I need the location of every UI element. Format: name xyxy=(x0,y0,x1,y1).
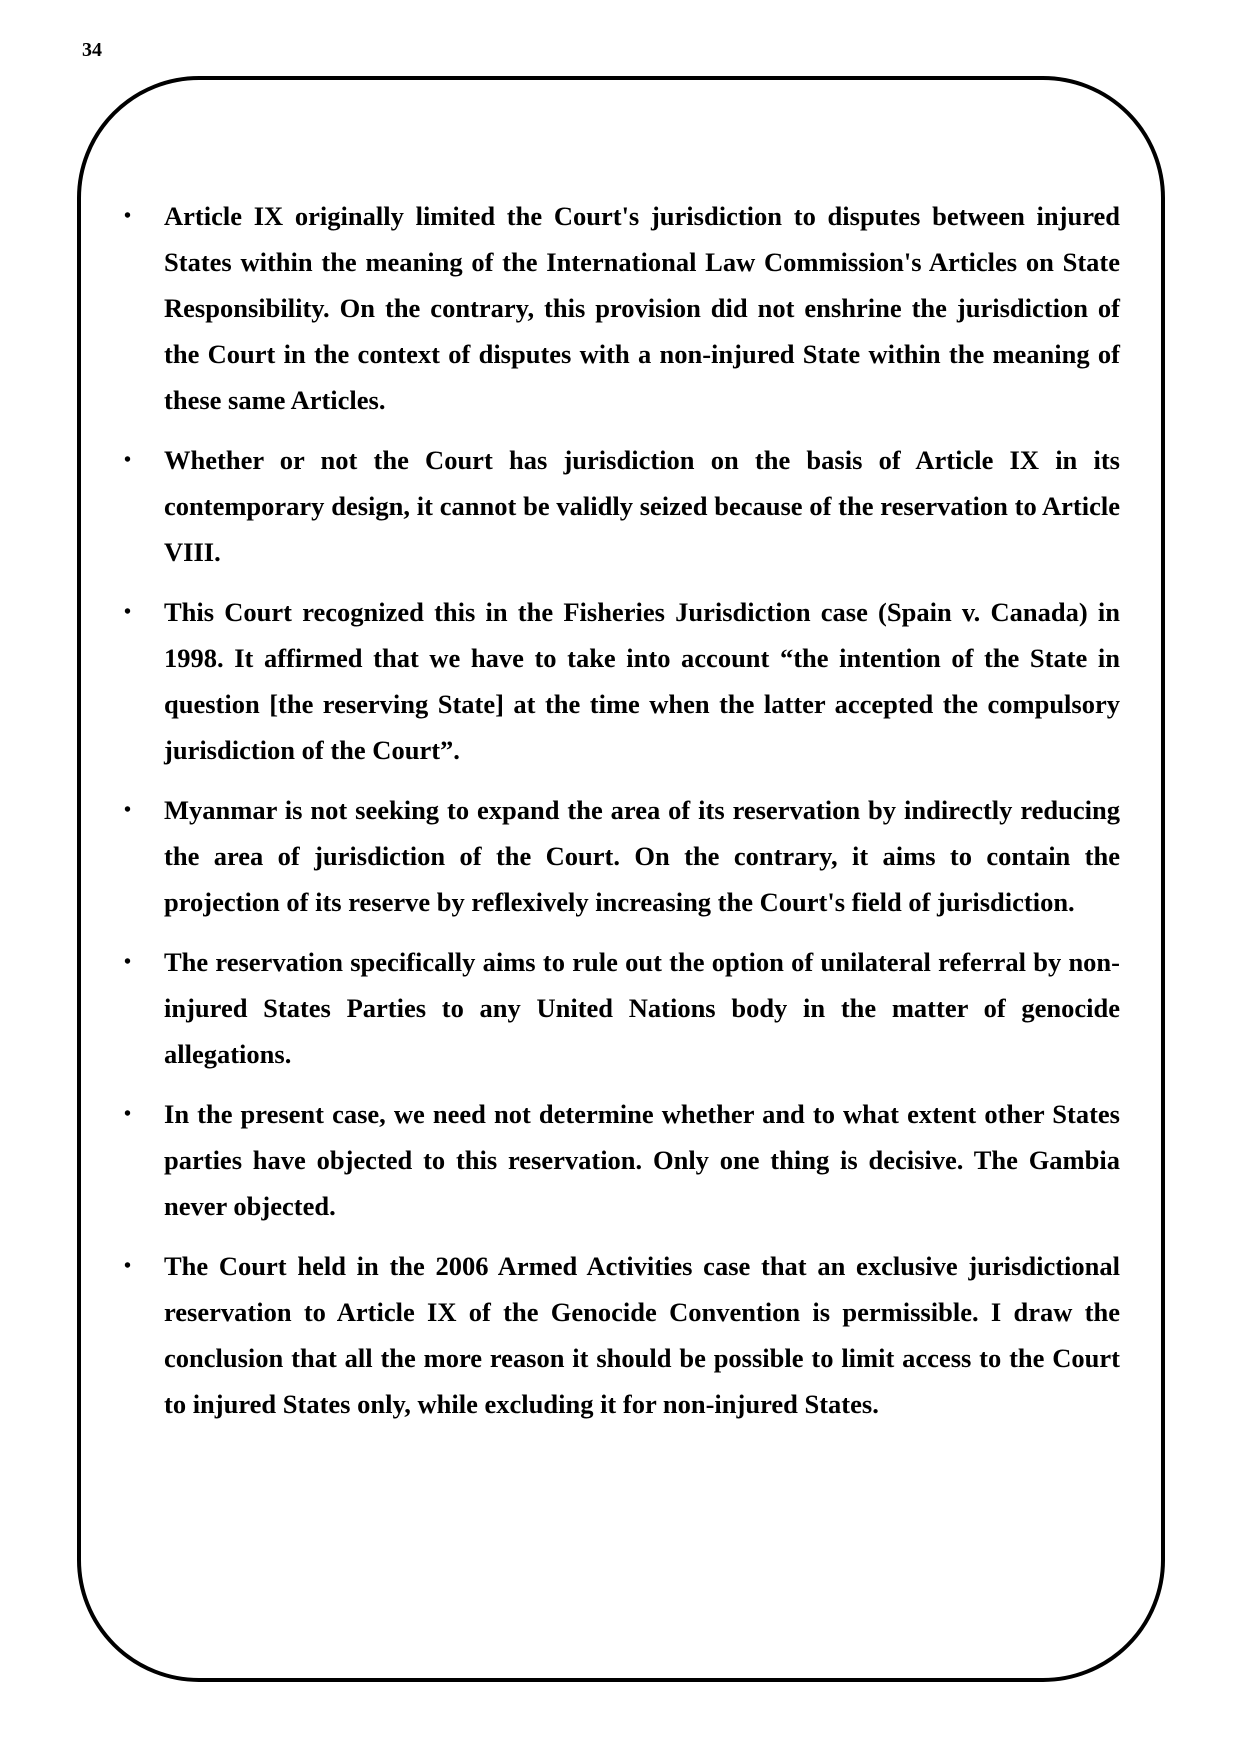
bullet-text: Article IX originally limited the Court's jurisdiction to disputes between injured States within the meaning of the International Law Commission's Articles on State Responsibility. On the contrary, this provision did not enshrine the jurisdiction of the Court in the context of disputes with a non-injured State within the meaning of these same Articles. xyxy=(164,201,1120,415)
list-item xyxy=(120,1091,1120,1229)
bullet-text: Myanmar is not seeking to expand the area of its reservation by indirectly reducing the area of jurisdiction of the Court. On the contrary, it aims to contain the projection of its reserve by reflexively increasing the Court's field of jurisdiction. xyxy=(164,795,1120,917)
bullet-text: The Court held in the 2006 Armed Activities case that an exclusive jurisdictional reservation to Article IX of the Genocide Convention is permissible. I draw the conclusion that all the more reason it should be possible to limit access to the Court to injured States only, while excluding it for non-injured States. xyxy=(164,1251,1120,1419)
bullet-list xyxy=(120,193,1120,1441)
page-number: 34 xyxy=(82,39,102,61)
list-item xyxy=(120,437,1120,575)
bullet-icon: • xyxy=(124,449,132,471)
bullet-icon: • xyxy=(124,1255,132,1277)
list-item xyxy=(120,193,1120,423)
bullet-text: The reservation specifically aims to rule out the option of unilateral referral by non-injured States Parties to any United Nations body in the matter of genocide allegations. xyxy=(164,947,1120,1069)
list-item xyxy=(120,589,1120,773)
bullet-text: Whether or not the Court has jurisdiction on the basis of Article IX in its contemporary design, it cannot be validly seized because of the reservation to Article VIII. xyxy=(164,445,1120,567)
bullet-icon: • xyxy=(124,799,132,821)
bullet-icon: • xyxy=(124,1103,132,1125)
bullet-text: This Court recognized this in the Fisheries Jurisdiction case (Spain v. Canada) in 1998. It affirmed that we have to take into account “the intention of the State in question [the reserving State] at the time when the latter accepted the compulsory jurisdiction of the Court”. xyxy=(164,597,1120,765)
bullet-icon: • xyxy=(124,601,132,623)
bullet-text: In the present case, we need not determine whether and to what extent other States parties have objected to this reservation. Only one thing is decisive. The Gambia never objected. xyxy=(164,1099,1120,1221)
bullet-icon: • xyxy=(124,951,132,973)
list-item xyxy=(120,939,1120,1077)
list-item xyxy=(120,787,1120,925)
bullet-icon: • xyxy=(124,205,132,227)
list-item xyxy=(120,1243,1120,1427)
